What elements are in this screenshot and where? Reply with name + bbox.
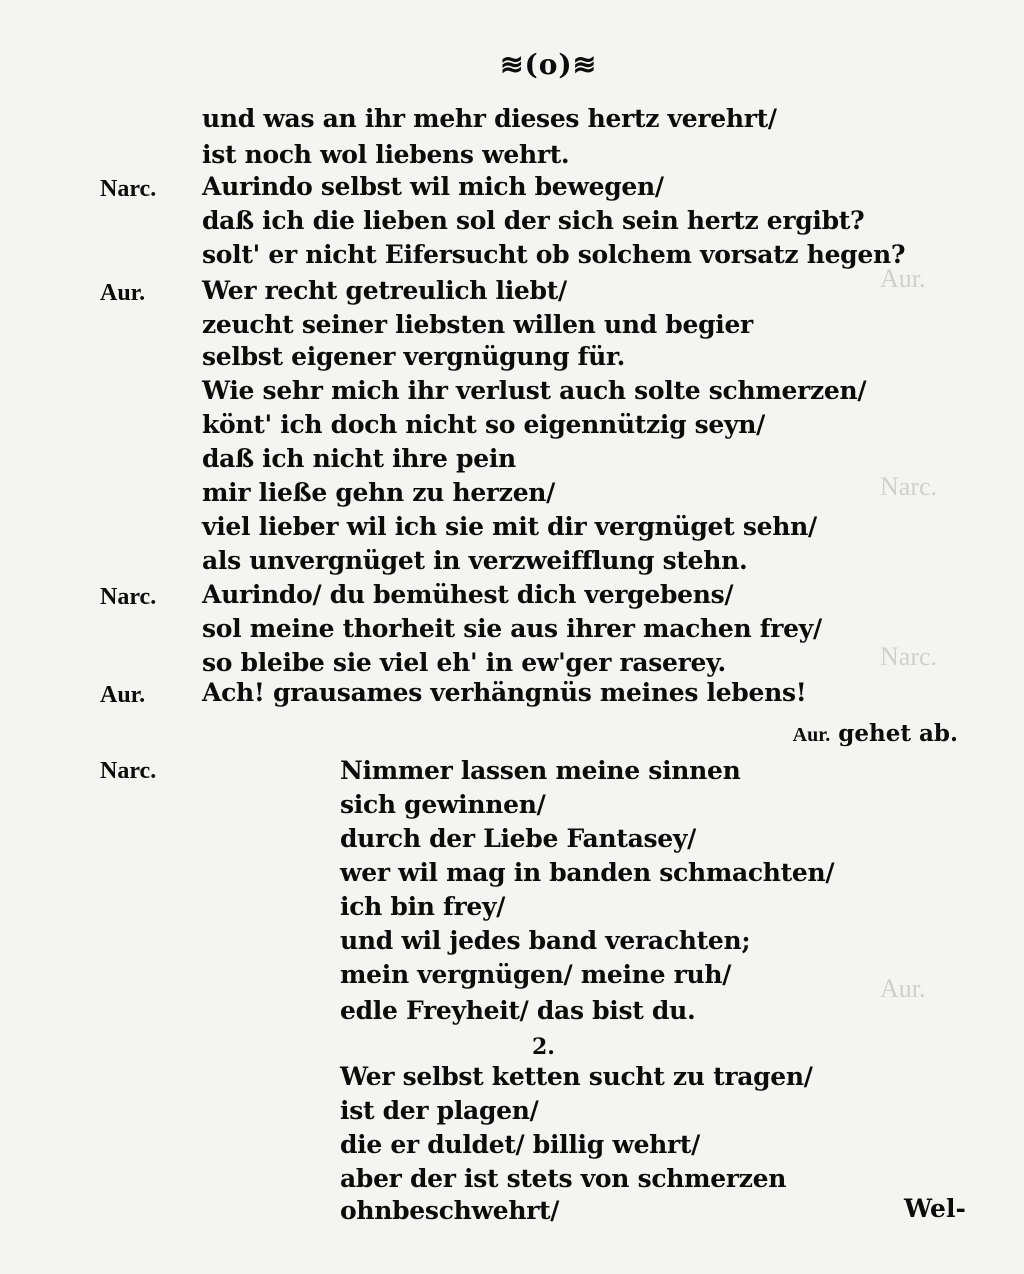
aria-line: sich gewinnen/ — [340, 790, 546, 819]
page-ornament: ≋(o)≋ — [500, 48, 598, 81]
aria-line: Nimmer lassen meine sinnen — [340, 756, 741, 785]
show-through-text: Aur. — [880, 974, 926, 1003]
dialog-line: solt' er nicht Eifersucht ob solchem vorsatz hegen? — [202, 240, 906, 269]
dialog-line: mir ließe gehn zu herzen/ — [202, 478, 556, 507]
aria-line: ohnbeschwehrt/ — [340, 1196, 560, 1225]
aria-line: die er duldet/ billig wehrt/ — [340, 1130, 700, 1159]
stage-direction-text: gehet ab. — [838, 720, 958, 747]
stage-direction — [793, 720, 958, 747]
speaker-label: Narc. — [100, 758, 157, 784]
dialog-line: ist noch wol liebens wehrt. — [202, 140, 570, 169]
aria-line: Wer selbst ketten sucht zu tragen/ — [340, 1062, 813, 1091]
dialog-line: daß ich nicht ihre pein — [202, 444, 516, 473]
dialog-line: als unvergnüget in verzweifflung stehn. — [202, 546, 748, 575]
aria-line: ich bin frey/ — [340, 892, 506, 921]
dialog-line: daß ich die lieben sol der sich sein hertz ergibt? — [202, 206, 865, 235]
catchword: Wel- — [904, 1194, 966, 1223]
dialog-line: selbst eigener vergnügung für. — [202, 342, 625, 371]
show-through-text: Narc. — [880, 472, 938, 501]
show-through-text: Narc. — [880, 642, 938, 671]
dialog-line: Ach! grausames verhängnüs meines lebens! — [202, 678, 807, 707]
dialog-line: zeucht seiner liebsten willen und begier — [202, 310, 753, 339]
aria-line: und wil jedes band verachten; — [340, 926, 751, 955]
dialog-line: Wer recht getreulich liebt/ — [202, 276, 567, 305]
speaker-label: Narc. — [100, 584, 157, 610]
aria-line: durch der Liebe Fantasey/ — [340, 824, 696, 853]
aria-line: aber der ist stets von schmerzen — [340, 1164, 787, 1193]
aria-line: edle Freyheit/ das bist du. — [340, 996, 696, 1025]
speaker-label: Aur. — [100, 280, 146, 306]
dialog-line: so bleibe sie viel eh' in ew'ger raserey. — [202, 648, 726, 677]
dialog-line: Aurindo selbst wil mich bewegen/ — [202, 172, 664, 201]
aria-line: mein vergnügen/ meine ruh/ — [340, 960, 732, 989]
dialog-line: sol meine thorheit sie aus ihrer machen frey/ — [202, 614, 822, 643]
stanza-number: 2. — [532, 1034, 555, 1060]
speaker-label: Narc. — [100, 176, 157, 202]
dialog-line: könt' ich doch nicht so eigennützig seyn/ — [202, 410, 765, 439]
dialog-line: und was an ihr mehr dieses hertz verehrt/ — [202, 104, 777, 133]
dialog-line: viel lieber wil ich sie mit dir vergnüget sehn/ — [202, 512, 817, 541]
stage-direction-speaker: Aur. — [792, 724, 831, 746]
aria-line: wer wil mag in banden schmachten/ — [340, 858, 835, 887]
aria-line: ist der plagen/ — [340, 1096, 539, 1125]
speaker-label: Aur. — [100, 682, 146, 708]
show-through-text: Aur. — [880, 264, 926, 293]
dialog-line: Aurindo/ du bemühest dich vergebens/ — [202, 580, 734, 609]
dialog-line: Wie sehr mich ihr verlust auch solte schmerzen/ — [202, 376, 867, 405]
